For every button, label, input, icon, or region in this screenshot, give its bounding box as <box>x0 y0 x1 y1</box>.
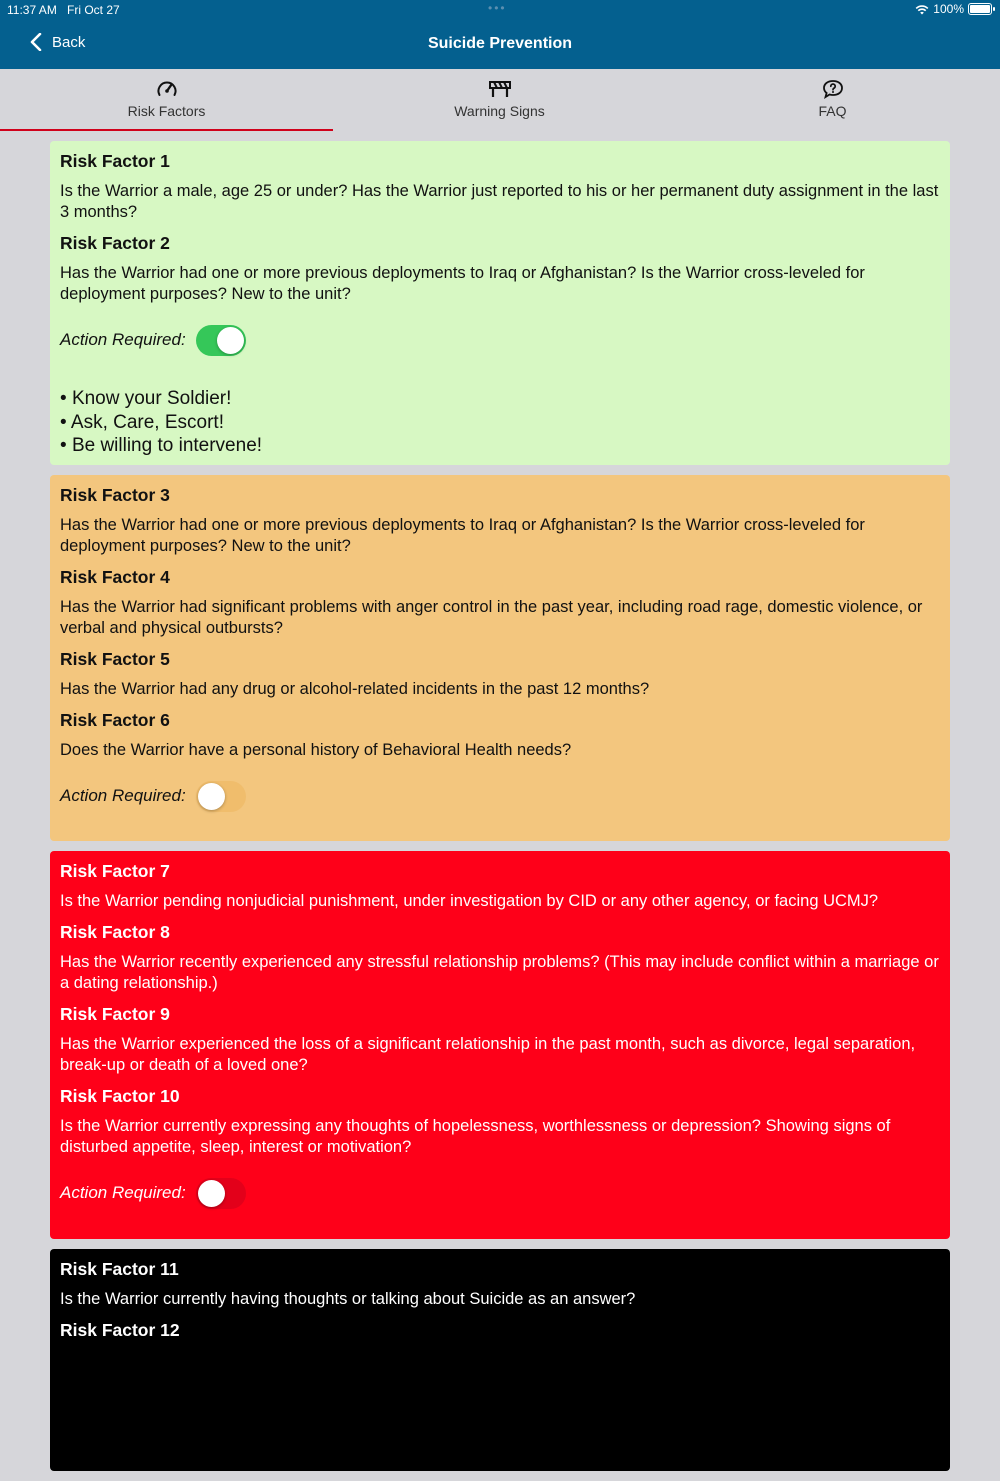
gauge-icon <box>156 79 178 99</box>
wifi-icon <box>915 4 929 15</box>
status-time: 11:37 AM <box>7 3 57 17</box>
action-required-toggle[interactable] <box>196 325 246 356</box>
risk-factor-title: Risk Factor 4 <box>60 567 170 587</box>
risk-factor-title: Risk Factor 5 <box>60 649 170 669</box>
status-date: Fri Oct 27 <box>67 3 120 17</box>
risk-factor-title: Risk Factor 6 <box>60 710 170 730</box>
action-bullets <box>60 387 940 458</box>
action-required-row <box>60 1176 940 1210</box>
risk-factor-text: Is the Warrior pending nonjudicial punishment, under investigation by CID or any other agency, or facing UCMJ? <box>60 892 879 910</box>
tab-label: Risk Factors <box>127 103 206 119</box>
risk-factor-title: Risk Factor 11 <box>60 1259 179 1279</box>
battery-icon <box>968 3 992 15</box>
question-bubble-icon <box>822 79 844 99</box>
action-required-row <box>60 779 940 813</box>
barrier-icon <box>488 79 512 99</box>
risk-card-orange <box>50 475 950 841</box>
list-item: • Know your Soldier! <box>60 387 940 411</box>
risk-factor-text: Has the Warrior had any drug or alcohol-related incidents in the past 12 months? <box>60 680 650 698</box>
tab-risk-factors[interactable] <box>0 69 333 131</box>
risk-factor-text: Has the Warrior had one or more previous deployments to Iraq or Afghanistan? Is the Warrior cross-leveled for deployment purposes? New to the unit? <box>60 516 865 555</box>
risk-factor-title: Risk Factor 8 <box>60 922 170 942</box>
multitasking-dots-icon[interactable]: ••• <box>488 1 507 15</box>
risk-factor-title: Risk Factor 3 <box>60 485 170 505</box>
risk-factor-title: Risk Factor 12 <box>60 1320 180 1340</box>
tab-bar <box>0 69 1000 131</box>
active-tab-indicator <box>0 129 333 131</box>
risk-factor-title: Risk Factor 10 <box>60 1086 180 1106</box>
navigation-bar <box>0 20 1000 69</box>
risk-card-red <box>50 851 950 1239</box>
battery-percent: 100% <box>933 2 964 16</box>
risk-factor-text: Has the Warrior had one or more previous deployments to Iraq or Afghanistan? Is the Warrior cross-leveled for deployment purposes? New to the unit? <box>60 264 865 303</box>
tab-label: Warning Signs <box>454 103 545 119</box>
risk-factor-text: Has the Warrior experienced the loss of a significant relationship in the past month, such as divorce, legal separation, break-up or death of a loved one? <box>60 1035 916 1074</box>
action-required-row <box>60 323 940 357</box>
risk-factor-text: Has the Warrior recently experienced any stressful relationship problems? (This may include conflict within a marriage or a dating relationship.) <box>60 953 939 992</box>
risk-factor-list[interactable] <box>50 141 950 1481</box>
risk-card-green <box>50 141 950 465</box>
action-required-toggle[interactable] <box>196 1178 246 1209</box>
list-item: • Ask, Care, Escort! <box>60 411 940 435</box>
tab-faq[interactable] <box>666 69 999 131</box>
status-bar <box>0 0 1000 20</box>
risk-factor-text: Is the Warrior a male, age 25 or under? Has the Warrior just reported to his or her permanent duty assignment in the last 3 months? <box>60 182 939 221</box>
risk-factor-title: Risk Factor 1 <box>60 151 170 171</box>
tab-label: FAQ <box>818 103 847 119</box>
action-required-toggle[interactable] <box>196 781 246 812</box>
risk-factor-text: Is the Warrior currently expressing any thoughts of hopelessness, worthlessness or depression? Showing signs of disturbed appetite, sleep, interest or motivation? <box>60 1117 891 1156</box>
action-required-label: Action Required: <box>60 786 186 805</box>
risk-card-black <box>50 1249 950 1471</box>
action-required-label: Action Required: <box>60 330 186 349</box>
risk-factor-title: Risk Factor 7 <box>60 861 170 881</box>
list-item: • Be willing to intervene! <box>60 434 940 458</box>
status-right <box>915 2 992 16</box>
risk-factor-title: Risk Factor 2 <box>60 233 170 253</box>
back-label: Back <box>52 33 86 51</box>
tab-warning-signs[interactable] <box>333 69 666 131</box>
risk-factor-title: Risk Factor 9 <box>60 1004 170 1024</box>
risk-factor-text: Is the Warrior currently having thoughts or talking about Suicide as an answer? <box>60 1290 636 1308</box>
risk-factor-text: Has the Warrior had significant problems with anger control in the past year, including road rage, domestic violence, or verbal and physical outbursts? <box>60 598 923 637</box>
risk-factor-text: Does the Warrior have a personal history of Behavioral Health needs? <box>60 741 572 759</box>
action-required-label: Action Required: <box>60 1183 186 1202</box>
page-title: Suicide Prevention <box>427 35 573 52</box>
